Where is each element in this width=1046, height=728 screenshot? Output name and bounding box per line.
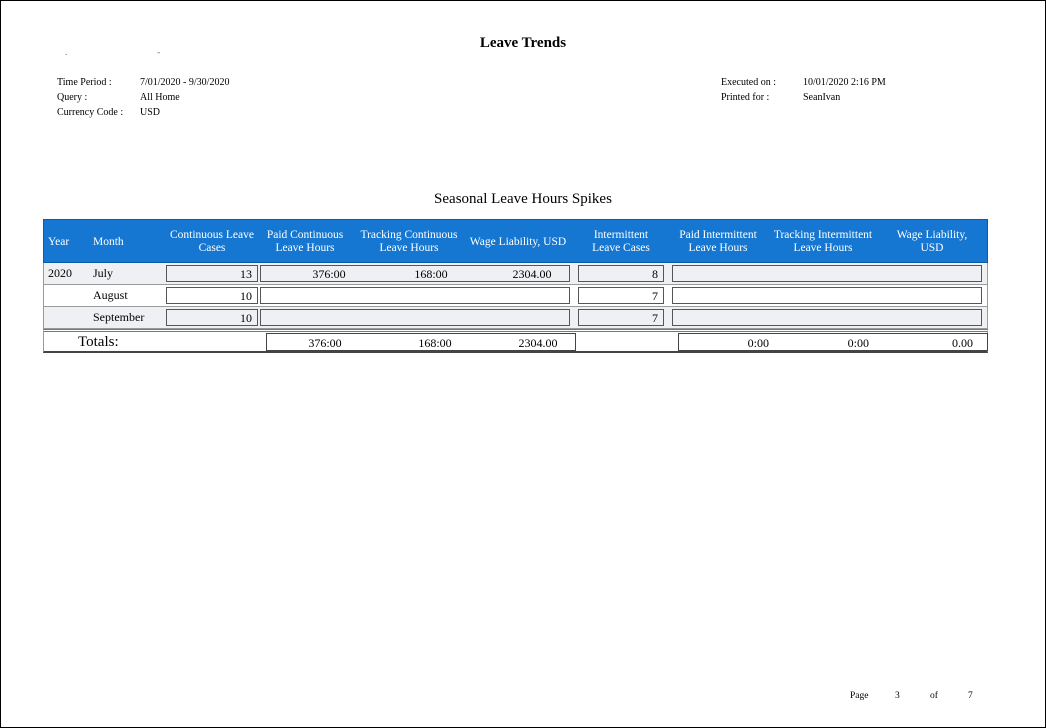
totals-label: Totals: [78,334,119,350]
cell-year [48,309,88,326]
footer-page-total: 7 [968,691,973,701]
meta-time-period [57,75,229,90]
totals-row [43,329,988,353]
meta-query [57,90,229,105]
cell-year: 2020 [48,266,72,280]
total-wage-liability-usd-2: 0.00 [952,336,973,350]
footer-of-label: of [930,691,938,701]
meta-label: Currency Code : [57,107,124,118]
cell-year [48,287,88,304]
total-wage-liability-usd: 2304.00 [518,336,558,350]
header-wage-liability-usd-2: Wage Liability, USD [896,229,968,254]
total-paid-intermittent-leave-hours: 0:00 [747,336,769,350]
report-title: Leave Trends [479,35,567,51]
meta-value: SeanIvan [803,92,841,103]
cell-intermittent-hours-group [672,265,982,282]
cell-month: August [93,288,128,302]
totals-continuous-group [266,333,576,351]
meta-label: Query : [57,92,88,103]
cell-continuous-leave-cases: 10 [166,309,258,326]
cell-continuous-hours-group [260,265,570,282]
cell-wage-liability-usd: 2304.00 [512,267,552,281]
header-paid-continuous-leave-hours: Paid Continuous Leave Hours [266,229,344,254]
cell-continuous-leave-cases: 13 [166,265,258,282]
leave-hours-table [43,219,988,353]
cell-month: September [93,310,145,324]
cell-intermittent-hours-group [672,309,982,326]
cell-intermittent-leave-cases: 7 [578,287,664,304]
cell-intermittent-hours-group [672,287,982,304]
header-continuous-leave-cases: Continuous Leave Cases [170,229,254,254]
header-year: Year [48,235,70,248]
header-tracking-continuous-leave-hours: Tracking Continuous Leave Hours [360,229,458,254]
header-wage-liability-usd: Wage Liability, USD [469,235,567,248]
total-tracking-intermittent-leave-hours: 0:00 [847,336,869,350]
header-paid-intermittent-leave-hours: Paid Intermittent Leave Hours [679,229,757,254]
report-meta-left [57,75,229,120]
decorative-specks: .- [65,47,251,57]
footer-page-number: 3 [895,691,900,701]
cell-continuous-hours-group [260,287,570,304]
meta-value: 10/01/2020 2:16 PM [803,77,886,88]
cell-continuous-leave-cases: 10 [166,287,258,304]
meta-label: Executed on : [721,77,776,88]
report-subtitle: Seasonal Leave Hours Spikes [434,191,612,207]
table-row [43,263,988,285]
meta-currency-code [57,105,229,120]
meta-value: 7/01/2020 - 9/30/2020 [140,77,230,88]
meta-printed-for [721,90,886,105]
footer-page-label: Page [850,691,869,701]
table-row [43,307,988,329]
total-tracking-continuous-leave-hours: 168:00 [418,336,452,350]
total-paid-continuous-leave-hours: 376:00 [308,336,342,350]
cell-intermittent-leave-cases: 8 [578,265,664,282]
cell-intermittent-leave-cases: 7 [578,309,664,326]
table-header [43,219,988,263]
cell-continuous-hours-group [260,309,570,326]
table-row [43,285,988,307]
meta-value: All Home [140,92,180,103]
cell-paid-continuous-leave-hours: 376:00 [312,267,346,281]
meta-value: USD [140,107,161,118]
meta-executed-on [721,75,886,90]
totals-intermittent-group [678,333,988,351]
header-month: Month [93,235,124,248]
header-tracking-intermittent-leave-hours: Tracking Intermittent Leave Hours [773,229,873,254]
report-meta-right [721,75,886,105]
cell-tracking-continuous-leave-hours: 168:00 [414,267,448,281]
cell-month: July [93,266,114,280]
header-intermittent-leave-cases: Intermittent Leave Cases [592,229,650,254]
meta-label: Time Period : [57,77,112,88]
meta-label: Printed for : [721,92,770,103]
